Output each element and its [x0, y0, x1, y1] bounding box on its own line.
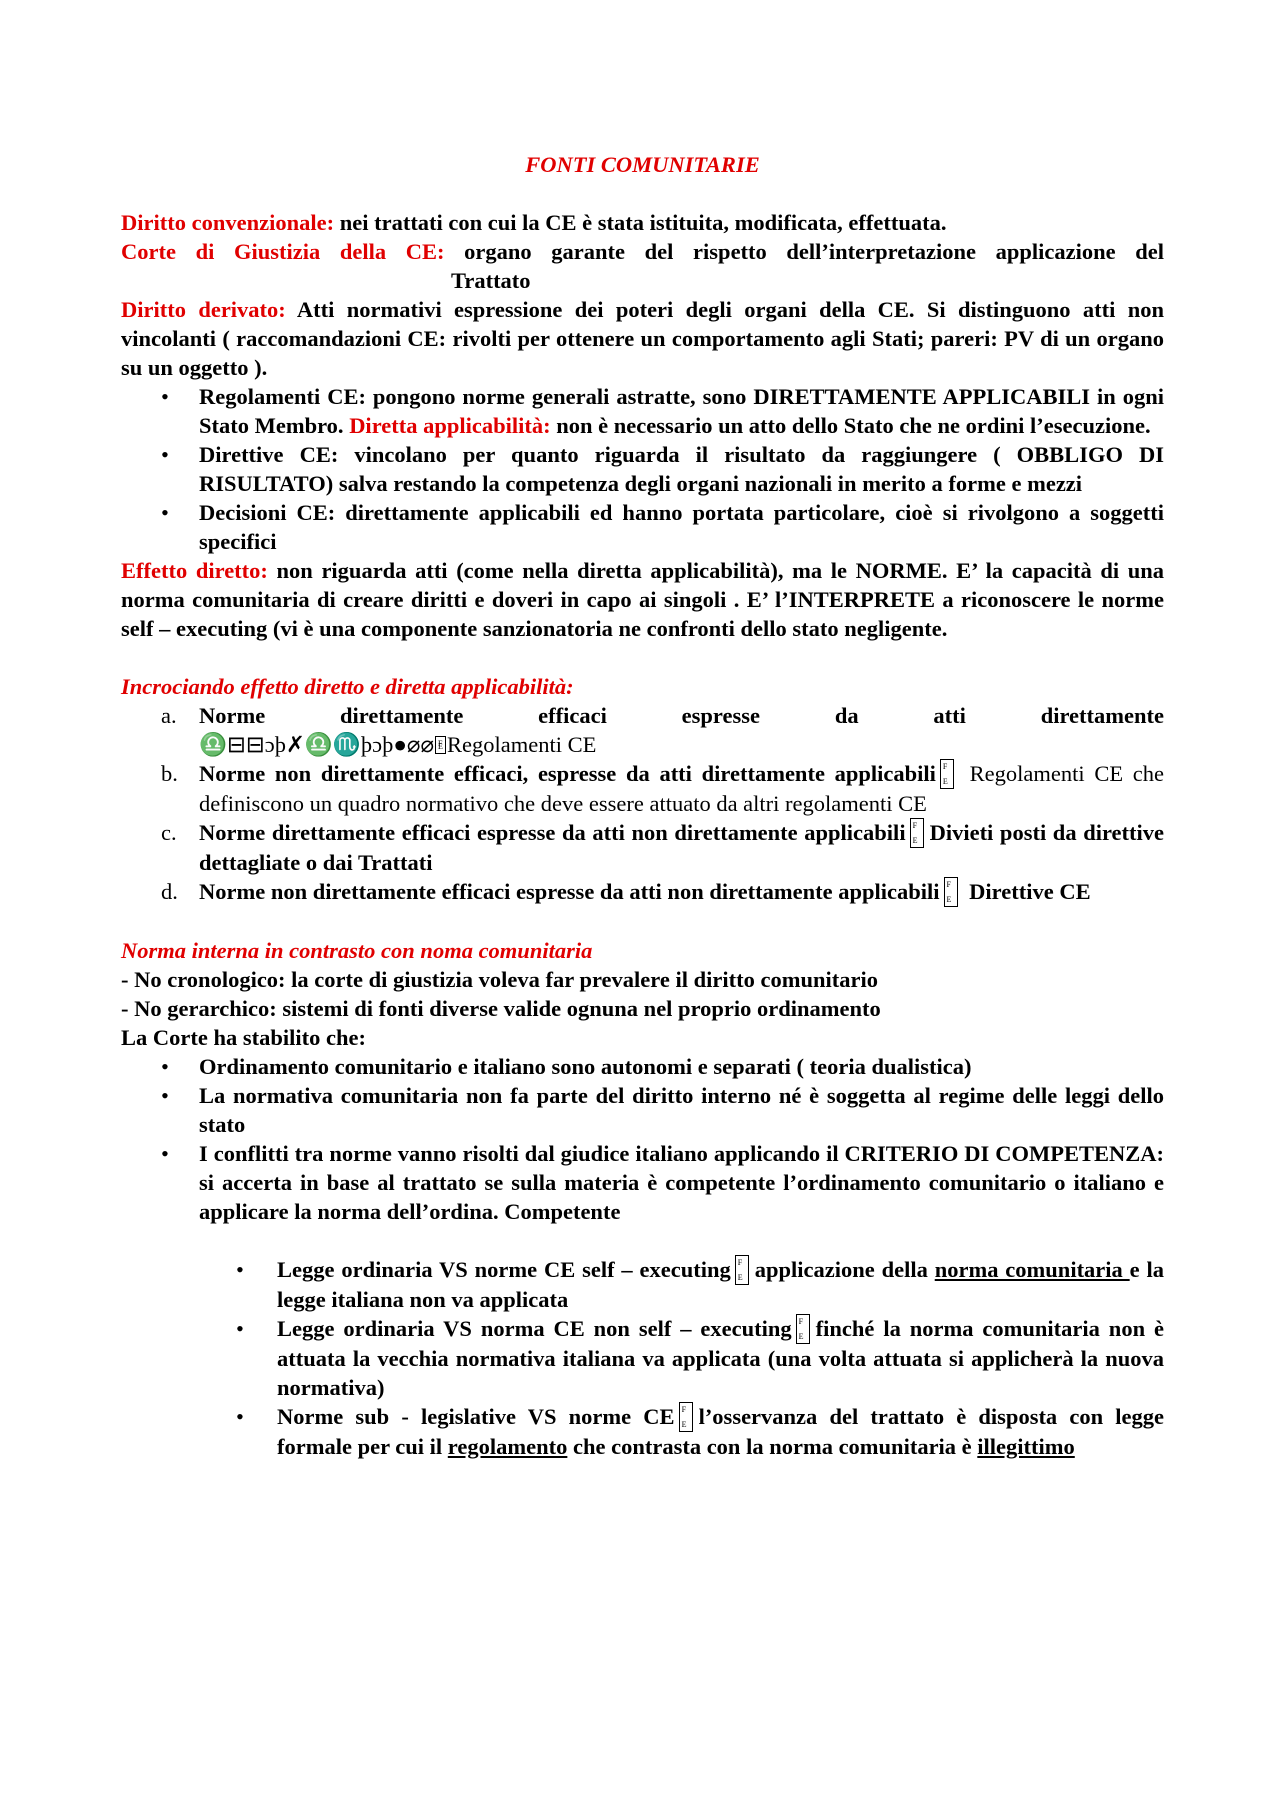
paragraph-diritto-convenzionale [121, 208, 1164, 237]
item-text: applicazione della [754, 1257, 935, 1282]
item-text: Norme sub - legislative VS norme CE [277, 1404, 675, 1429]
missing-glyph-icon [910, 818, 924, 848]
text-line: La Corte ha stabilito che: [121, 1025, 366, 1050]
list-item [121, 1255, 1164, 1314]
paragraph-diritto-derivato [121, 295, 1164, 382]
item-text: Regolamenti CE che definiscono un quadro normativo che deve essere attuato da altri regolamenti CE [199, 761, 1165, 816]
section-heading: Norma interna in contrasto con noma comunitaria [121, 938, 593, 963]
list-marker: d. [161, 879, 178, 904]
list-item [121, 759, 1164, 818]
bullet: • [161, 500, 169, 525]
item-text: che contrasta con la norma comunitaria è [567, 1434, 978, 1459]
list-marker: b. [161, 761, 178, 786]
sub-list [121, 1255, 1164, 1461]
symbol-text: ♎⊟⊟ɔþ✗♎♏þɔþ●⌀⌀ [199, 732, 435, 757]
bullet: • [161, 1083, 169, 1108]
item-text: La normativa comunitaria non fa parte del diritto interno né è soggetta al regime delle leggi dello stato [199, 1083, 1164, 1137]
document-page [121, 150, 1164, 1461]
missing-glyph-icon [940, 759, 954, 789]
bullet: • [161, 1141, 169, 1166]
list-marker: c. [161, 820, 177, 845]
bullet: • [236, 1257, 244, 1282]
paragraph-text: non riguarda atti (come nella diretta applicabilità), ma le NORME. E’ la capacità di una norma comunitaria di creare diritti e doveri in capo ai singoli . E’ l’INTERPRETE a riconoscere le norme self – executing (vi è una componente sanzionatoria ne confronti dello stato negligente. [121, 558, 1164, 641]
list-item [121, 382, 1164, 440]
term-label: Diretta applicabilità: [349, 413, 551, 438]
paragraph-effetto-diretto [121, 556, 1164, 643]
term-label: Effetto diretto: [121, 558, 268, 583]
item-text: non è necessario un atto dello Stato che ne ordini l’esecuzione. [550, 413, 1151, 438]
item-text: Divieti posti da direttive dettagliate o dai Trattati [199, 820, 1164, 875]
corte-list [121, 1052, 1164, 1226]
paragraph-text: Atti normativi espressione dei poteri degli organi della CE. Si distinguono atti non vincolanti ( raccomandazioni CE: rivolti per ottenere un comportamento agli Stati; pareri: PV di un organo su un oggetto ). [121, 297, 1164, 380]
item-text: e la legge italiana non va applicata [277, 1257, 1164, 1312]
list-item [121, 1314, 1164, 1402]
bullet: • [236, 1404, 244, 1429]
item-text: Norme direttamente efficaci espresse da atti non direttamente applicabili [199, 820, 906, 845]
list-item [121, 440, 1164, 498]
item-text: Direttive CE: vincolano per quanto riguarda il risultato da raggiungere ( OBBLIGO DI RISULTATO) salva restando la competenza degli organi nazionali in merito a forme e mezzi [199, 442, 1164, 496]
missing-glyph-icon [435, 736, 446, 754]
item-text: Norme non direttamente efficaci, espresse da atti direttamente applicabili [199, 761, 936, 786]
underlined-text: illegittimo [977, 1434, 1075, 1459]
paragraph-continuation: Trattato [451, 268, 531, 293]
list-item [121, 1052, 1164, 1081]
item-text: I conflitti tra norme vanno risolti dal giudice italiano applicando il CRITERIO DI COMPETENZA: si accerta in base al trattato se sulla materia è competente l’ordinamento comunitario o italiano e applicare la norma dell’ordina. Competente [199, 1141, 1164, 1224]
term-label: Diritto convenzionale: [121, 210, 335, 235]
text-line: - No gerarchico: sistemi di fonti diverse valide ognuna nel proprio ordinamento [121, 996, 881, 1021]
list-item [121, 818, 1164, 877]
item-text: Direttive CE [969, 879, 1091, 904]
term-label: Diritto derivato: [121, 297, 286, 322]
item-text: Regolamenti CE [447, 732, 597, 757]
item-text: Legge ordinaria VS norme CE self – executing [277, 1257, 731, 1282]
acts-list [121, 382, 1164, 556]
list-item [121, 877, 1164, 907]
list-item [121, 1139, 1164, 1226]
bullet: • [236, 1316, 244, 1341]
incrocio-list [121, 701, 1164, 907]
item-text: Ordinamento comunitario e italiano sono autonomi e separati ( teoria dualistica) [199, 1054, 972, 1079]
list-item [121, 1081, 1164, 1139]
item-text: l’osservanza del trattato è disposta con legge formale per cui il [277, 1404, 1164, 1459]
item-text: Regolamenti CE: pongono norme generali astratte, sono DIRETTAMENTE APPLICABILI in ogni Stato Membro. [199, 384, 1164, 438]
item-text: Norme direttamente efficaci espresse da atti direttamente [199, 703, 1164, 728]
item-text: finché la norma comunitaria non è attuata la vecchia normativa italiana va applicata (una volta attuata si applicherà la nuova normativa) [277, 1316, 1164, 1400]
missing-glyph-icon [944, 877, 958, 907]
paragraph-text: organo garante del rispetto dell’interpretazione applicazione del [444, 239, 1164, 264]
section-heading: Incrociando effetto diretto e diretta applicabilità: [121, 674, 574, 699]
page-title: FONTI COMUNITARIE [525, 152, 760, 177]
paragraph-corte-giustizia [121, 237, 1164, 266]
bullet: • [161, 1054, 169, 1079]
term-label: Corte di Giustizia della CE: [121, 239, 445, 264]
missing-glyph-icon [796, 1314, 810, 1344]
list-item [121, 1402, 1164, 1461]
missing-glyph-icon [735, 1255, 749, 1285]
bullet: • [161, 384, 169, 409]
list-marker: a. [161, 703, 177, 728]
bullet: • [161, 442, 169, 467]
list-item [121, 701, 1164, 759]
underlined-text: norma comunitaria [934, 1257, 1130, 1282]
item-text: Legge ordinaria VS norma CE non self – executing [277, 1316, 792, 1341]
item-text: Decisioni CE: direttamente applicabili ed hanno portata particolare, cioè si rivolgono a soggetti specifici [199, 500, 1164, 554]
list-item [121, 498, 1164, 556]
text-line: - No cronologico: la corte di giustizia voleva far prevalere il diritto comunitario [121, 967, 878, 992]
paragraph-text: nei trattati con cui la CE è stata istituita, modificata, effettuata. [334, 210, 947, 235]
underlined-text: regolamento [447, 1434, 568, 1459]
missing-glyph-icon [679, 1402, 693, 1432]
item-text: Norme non direttamente efficaci espresse da atti non direttamente applicabili [199, 879, 940, 904]
